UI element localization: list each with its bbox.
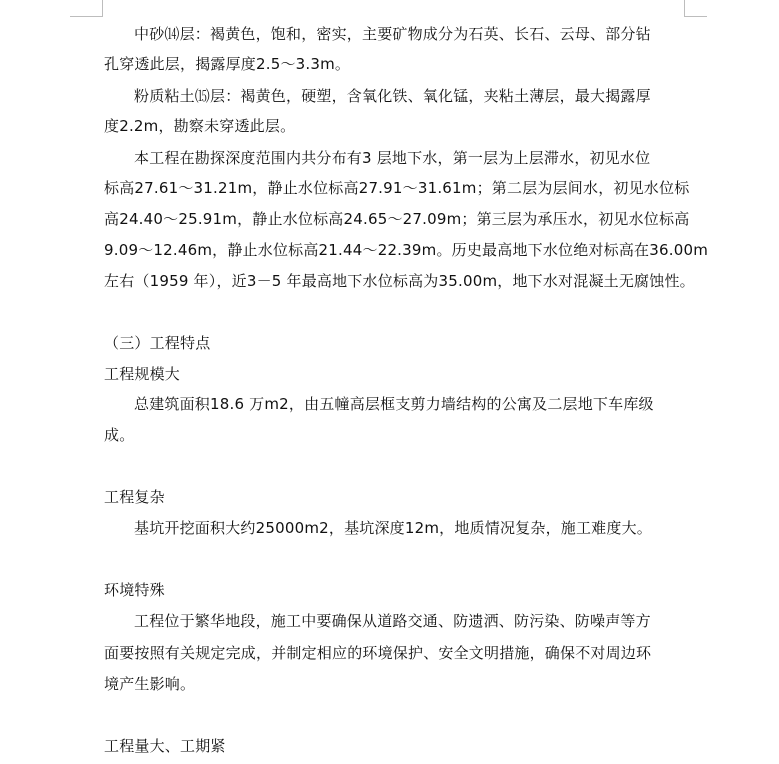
paragraph-line: 本工程在勘探深度范围内共分布有3 层地下水，第一层为上层滞水，初见水位 [134,149,651,167]
feature-line: 工程位于繁华地段，施工中要确保从道路交通、防遗洒、防污染、防噪声等方 [134,612,651,630]
feature-line: 基坑开挖面积大约25000m2，基坑深度12m，地质情况复杂，施工难度大。 [134,519,652,537]
feature-line: 总建筑面积18.6 万m2，由五幢高层框支剪力墙结构的公寓及二层地下车库级 [134,395,654,413]
paragraph-line: 粉质粘土⒂层：褐黄色，硬塑，含氧化铁、氧化锰，夹粘土薄层，最大揭露厚 [134,87,651,105]
section-heading: （三）工程特点 [104,334,211,352]
paragraph-line: 中砂⒁层：褐黄色，饱和，密实，主要矿物成分为石英、长石、云母、部分钻 [134,25,651,43]
paragraph-line: 标高27.61～31.21m，静止水位标高27.91～31.61m；第二层为层间水，初见水位标 [104,179,690,197]
feature-title: 工程规模大 [104,365,181,383]
paragraph-line: 孔穿透此层，揭露厚度2.5～3.3m。 [104,55,351,73]
paragraph-line: 左右（1959 年），近3－5 年最高地下水位标高为35.00m，地下水对混凝土无腐蚀性。 [104,272,695,290]
paragraph-line: 9.09～12.46m，静止水位标高21.44～22.39m。历史最高地下水位绝对标高在36.00m [104,241,709,259]
feature-line: 面要按照有关规定完成，并制定相应的环境保护、安全文明措施，确保不对周边环 [104,644,652,662]
feature-title: 环境特殊 [104,581,165,599]
feature-line: 成。 [104,426,135,444]
paragraph-line: 高24.40～25.91m，静止水位标高24.65～27.09m；第三层为承压水，初见水位标高 [104,210,690,228]
feature-line: 境产生影响。 [104,675,196,693]
feature-title: 工程复杂 [104,488,165,506]
crop-mark-top-right [684,0,707,17]
paragraph-line: 度2.2m，勘察未穿透此层。 [104,117,296,135]
feature-title: 工程量大、工期紧 [104,737,226,755]
crop-mark-top-left [70,0,103,17]
